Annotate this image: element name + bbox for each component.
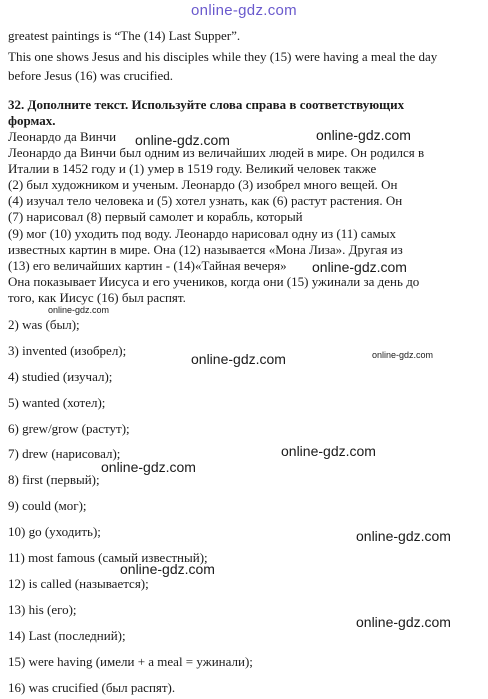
answer-item: 4) studied (изучал); xyxy=(8,369,113,384)
task-heading-line-2: формах. xyxy=(8,113,56,128)
watermark: online-gdz.com xyxy=(316,127,411,143)
russian-line: Леонардо да Винчи был одним из величайших людей в мире. Он родился в xyxy=(8,145,425,160)
answer-item: 8) first (первый); xyxy=(8,472,100,487)
russian-line: (9) мог (10) уходить под воду. Леонардо нарисовал одну из (11) самых xyxy=(8,226,396,241)
answer-item: 7) drew (нарисовал); xyxy=(8,446,121,461)
intro-line-1: greatest paintings is “The (14) Last Supper”. xyxy=(8,28,241,43)
answer-item: 14) Last (последний); xyxy=(8,628,126,643)
task-heading-line-1: 32. Дополните текст. Используйте слова справа в соответствующих xyxy=(8,97,405,112)
watermark: online-gdz.com xyxy=(312,259,407,275)
answer-item: 15) were having (имели + a meal = ужинали); xyxy=(8,654,253,669)
watermark: online-gdz.com xyxy=(281,443,376,459)
answer-item: 12) is called (называется); xyxy=(8,576,149,591)
site-watermark-header: online-gdz.com xyxy=(191,2,297,19)
answer-item: 9) could (мог); xyxy=(8,498,87,513)
watermark: online-gdz.com xyxy=(356,528,451,544)
answer-item: 11) most famous (самый известный); xyxy=(8,550,208,565)
answer-item: 3) invented (изобрел); xyxy=(8,343,127,358)
intro-line-2: This one shows Jesus and his disciples while they (15) were having a meal the day xyxy=(8,49,438,64)
watermark: online-gdz.com xyxy=(101,459,196,475)
russian-line: (7) нарисовал (8) первый самолет и корабль, который xyxy=(8,209,303,224)
answer-item: 6) grew/grow (растут); xyxy=(8,421,130,436)
russian-title: Леонардо да Винчи xyxy=(8,129,117,144)
watermark: online-gdz.com xyxy=(372,350,434,360)
watermark: online-gdz.com xyxy=(135,132,230,148)
watermark: online-gdz.com xyxy=(120,561,215,577)
russian-line: (13) его величайших картин - (14)«Тайная вечеря» xyxy=(8,258,287,273)
watermark: online-gdz.com xyxy=(356,614,451,630)
russian-line: известных картин в мире. Она (12) называется «Мона Лиза». Другая из xyxy=(8,242,403,257)
russian-line: Италии в 1452 году и (1) умер в 1519 году. Великий человек также xyxy=(8,161,377,176)
russian-line: Она показывает Иисуса и его учеников, когда они (15) ужинали за день до xyxy=(8,274,420,289)
watermark: online-gdz.com xyxy=(48,305,110,315)
russian-line: (2) был художником и ученым. Леонардо (3) изобрел много вещей. Он xyxy=(8,177,398,192)
intro-line-3: before Jesus (16) was crucified. xyxy=(8,68,173,83)
answer-item: 2) was (был); xyxy=(8,317,80,332)
answer-item: 10) go (уходить); xyxy=(8,524,101,539)
watermark: online-gdz.com xyxy=(191,351,286,367)
russian-line: (4) изучал тело человека и (5) хотел узнать, как (6) растут растения. Он xyxy=(8,193,403,208)
answer-item: 5) wanted (хотел); xyxy=(8,395,106,410)
answer-item: 16) was crucified (был распят). xyxy=(8,680,176,695)
answer-item: 13) his (его); xyxy=(8,602,77,617)
russian-line: того, как Иисус (16) был распят. xyxy=(8,290,186,305)
